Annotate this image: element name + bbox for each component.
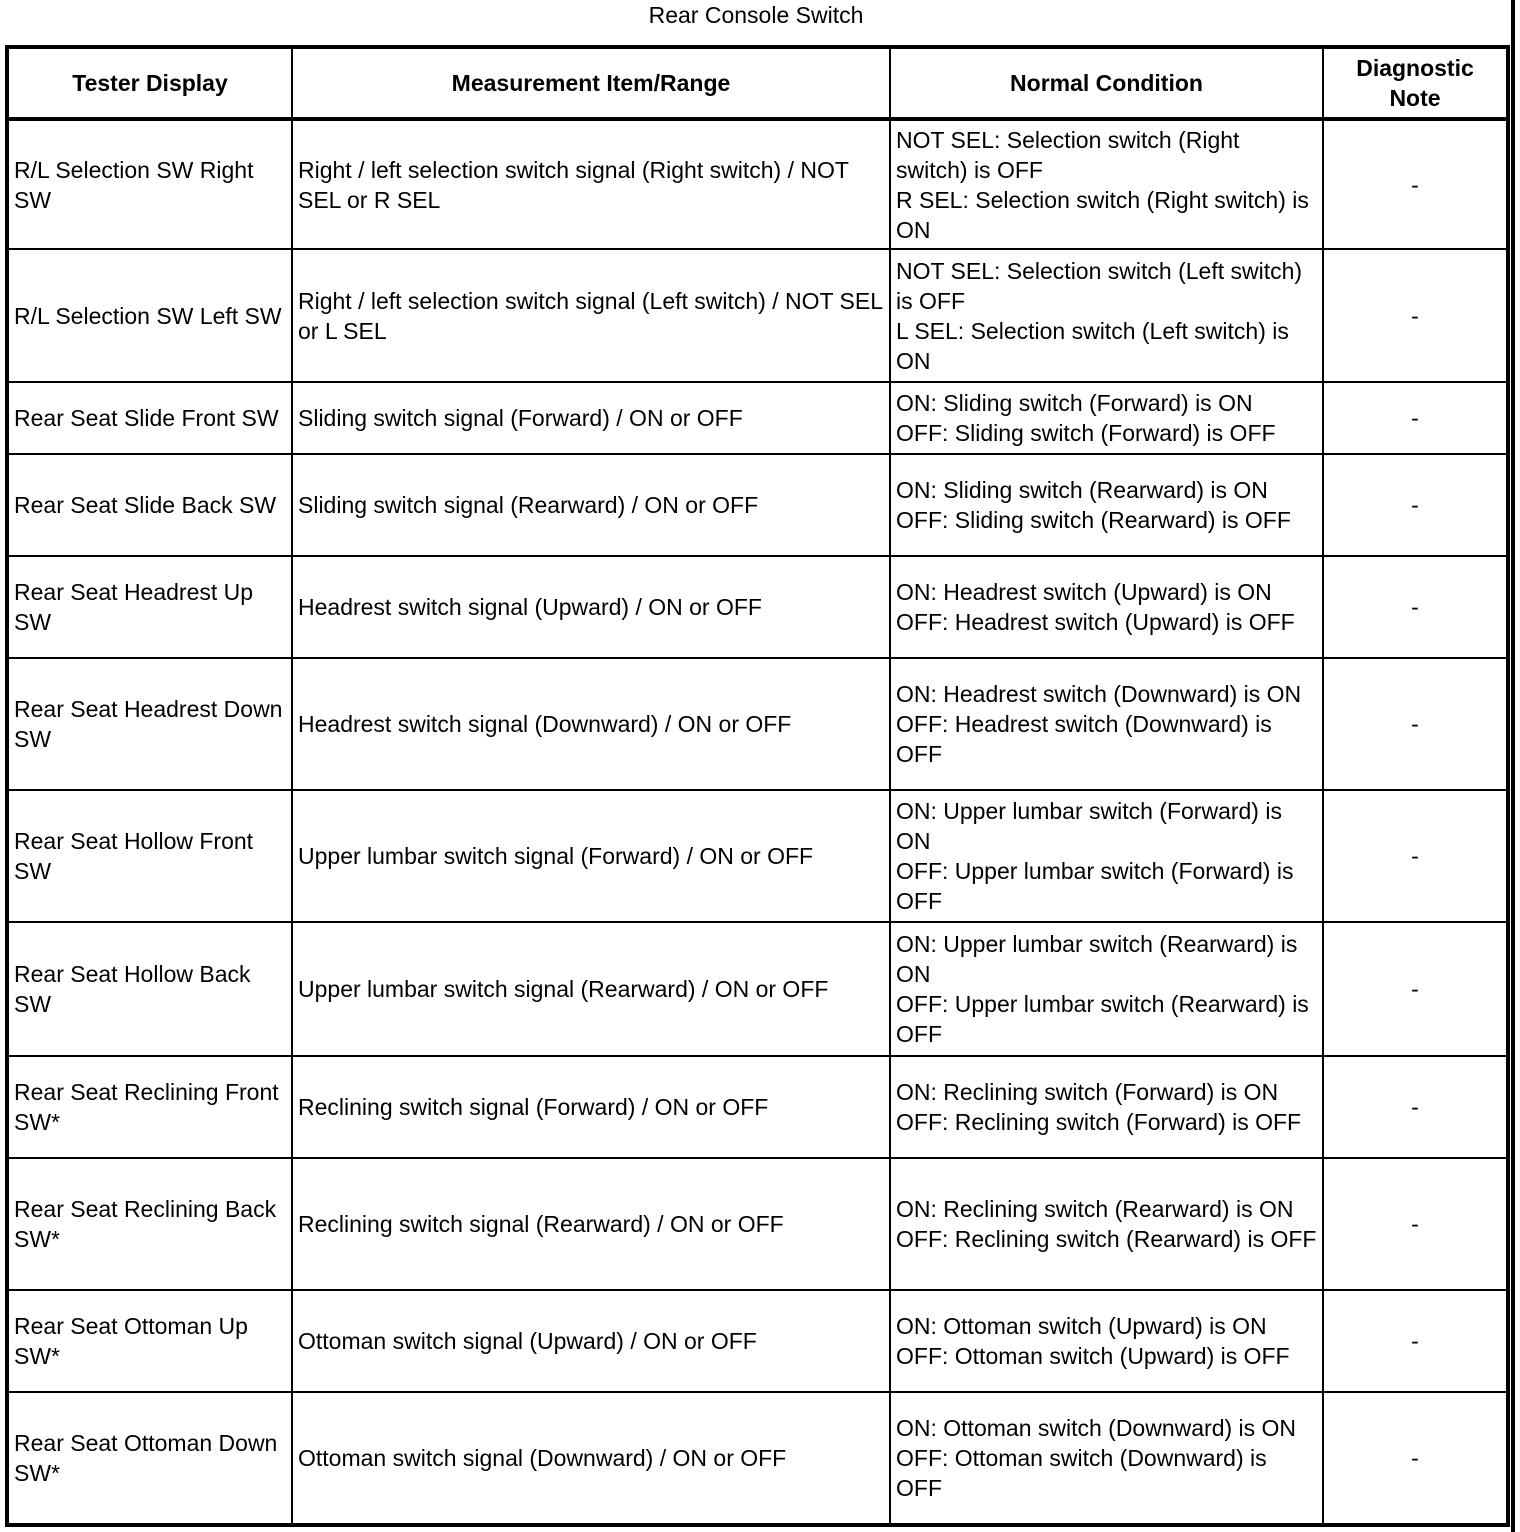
normal-condition-line: ON: Headrest switch (Downward) is ON	[896, 681, 1302, 707]
table-row	[7, 922, 1508, 1056]
table-row	[7, 1158, 1508, 1290]
normal-condition-cell	[890, 790, 1323, 922]
tester-display-cell: Rear Seat Hollow Front SW	[7, 790, 292, 922]
header-normal-condition: Normal Condition	[890, 47, 1323, 119]
tester-display-cell: Rear Seat Slide Front SW	[7, 382, 292, 454]
tester-display-cell: Rear Seat Slide Back SW	[7, 454, 292, 556]
normal-condition-line: OFF: Ottoman switch (Downward) is OFF	[896, 1445, 1267, 1501]
tester-display-cell: Rear Seat Ottoman Up SW*	[7, 1290, 292, 1392]
tester-display-cell: Rear Seat Hollow Back SW	[7, 922, 292, 1056]
measurement-cell: Reclining switch signal (Rearward) / ON or OFF	[292, 1158, 890, 1290]
header-diagnostic-note: Diagnostic Note	[1323, 47, 1508, 119]
table-row	[7, 1392, 1508, 1525]
tester-display-cell: R/L Selection SW Left SW	[7, 249, 292, 382]
normal-condition-cell	[890, 454, 1323, 556]
measurement-cell: Sliding switch signal (Rearward) / ON or OFF	[292, 454, 890, 556]
normal-condition-cell	[890, 922, 1323, 1056]
normal-condition-line: R SEL: Selection switch (Right switch) is ON	[896, 186, 1309, 243]
diagnostic-note-cell: -	[1323, 119, 1508, 249]
normal-condition-line: ON: Sliding switch (Forward) is ON	[896, 390, 1253, 416]
diagnostic-note-cell: -	[1323, 1392, 1508, 1525]
normal-condition-cell	[890, 1392, 1323, 1525]
diagnostic-note-cell: -	[1323, 1290, 1508, 1392]
tester-display-cell: Rear Seat Headrest Down SW	[7, 658, 292, 790]
table-row	[7, 658, 1508, 790]
tester-display-cell: Rear Seat Reclining Front SW*	[7, 1056, 292, 1158]
normal-condition-cell	[890, 119, 1323, 249]
page-edge-rule	[1511, 0, 1515, 1532]
normal-condition-line: ON: Ottoman switch (Downward) is ON	[896, 1415, 1297, 1441]
normal-condition-line: OFF: Headrest switch (Upward) is OFF	[896, 609, 1295, 635]
diagnostic-note-cell: -	[1323, 1056, 1508, 1158]
normal-condition-line: OFF: Upper lumbar switch (Forward) is OFF	[896, 858, 1294, 914]
measurement-cell: Upper lumbar switch signal (Forward) / ON or OFF	[292, 790, 890, 922]
measurement-cell: Right / left selection switch signal (Left switch) / NOT SEL or L SEL	[292, 249, 890, 382]
normal-condition-line: ON: Reclining switch (Rearward) is ON	[896, 1196, 1294, 1222]
tester-display-cell: Rear Seat Headrest Up SW	[7, 556, 292, 658]
table-row	[7, 556, 1508, 658]
normal-condition-line: ON: Upper lumbar switch (Forward) is ON	[896, 798, 1282, 854]
diagnostic-note-cell: -	[1323, 556, 1508, 658]
normal-condition-line: OFF: Reclining switch (Rearward) is OFF	[896, 1226, 1317, 1252]
normal-condition-line: ON: Headrest switch (Upward) is ON	[896, 579, 1272, 605]
normal-condition-cell	[890, 658, 1323, 790]
table-row	[7, 382, 1508, 454]
normal-condition-cell	[890, 1158, 1323, 1290]
normal-condition-cell	[890, 249, 1323, 382]
table-row	[7, 1290, 1508, 1392]
rear-console-switch-table	[5, 45, 1510, 1527]
normal-condition-line: OFF: Ottoman switch (Upward) is OFF	[896, 1343, 1290, 1369]
diagnostic-note-cell: -	[1323, 454, 1508, 556]
header-measurement: Measurement Item/Range	[292, 47, 890, 119]
measurement-cell: Ottoman switch signal (Upward) / ON or OFF	[292, 1290, 890, 1392]
diagnostic-note-cell: -	[1323, 790, 1508, 922]
normal-condition-cell	[890, 1056, 1323, 1158]
normal-condition-line: ON: Reclining switch (Forward) is ON	[896, 1079, 1279, 1105]
diagnostic-note-cell: -	[1323, 922, 1508, 1056]
normal-condition-cell	[890, 1290, 1323, 1392]
normal-condition-line: OFF: Upper lumbar switch (Rearward) is OFF	[896, 991, 1309, 1047]
normal-condition-line: NOT SEL: Selection switch (Left switch) is OFF	[896, 257, 1303, 314]
normal-condition-line: OFF: Reclining switch (Forward) is OFF	[896, 1109, 1302, 1135]
measurement-cell: Upper lumbar switch signal (Rearward) / ON or OFF	[292, 922, 890, 1056]
table-row	[7, 249, 1508, 382]
measurement-cell: Headrest switch signal (Downward) / ON or OFF	[292, 658, 890, 790]
tester-display-cell: Rear Seat Reclining Back SW*	[7, 1158, 292, 1290]
normal-condition-line: ON: Sliding switch (Rearward) is ON	[896, 477, 1268, 503]
header-row	[7, 47, 1508, 119]
table-title: Rear Console Switch	[648, 2, 864, 28]
table-row	[7, 454, 1508, 556]
measurement-cell: Right / left selection switch signal (Right switch) / NOT SEL or R SEL	[292, 119, 890, 249]
normal-condition-line: ON: Upper lumbar switch (Rearward) is ON	[896, 931, 1298, 987]
measurement-cell: Headrest switch signal (Upward) / ON or OFF	[292, 556, 890, 658]
header-tester-display: Tester Display	[7, 47, 292, 119]
tester-display-cell: R/L Selection SW Right SW	[7, 119, 292, 249]
normal-condition-cell	[890, 382, 1323, 454]
normal-condition-line: L SEL: Selection switch (Left switch) is ON	[896, 317, 1289, 374]
measurement-cell: Sliding switch signal (Forward) / ON or OFF	[292, 382, 890, 454]
normal-condition-line: OFF: Sliding switch (Rearward) is OFF	[896, 507, 1291, 533]
tester-display-cell: Rear Seat Ottoman Down SW*	[7, 1392, 292, 1525]
diagnostic-note-cell: -	[1323, 1158, 1508, 1290]
diagnostic-note-cell: -	[1323, 249, 1508, 382]
measurement-cell: Reclining switch signal (Forward) / ON or OFF	[292, 1056, 890, 1158]
diagnostic-note-cell: -	[1323, 382, 1508, 454]
normal-condition-line: OFF: Sliding switch (Forward) is OFF	[896, 420, 1276, 446]
table-body	[7, 119, 1508, 1525]
measurement-cell: Ottoman switch signal (Downward) / ON or OFF	[292, 1392, 890, 1525]
normal-condition-line: NOT SEL: Selection switch (Right switch) is OFF	[896, 126, 1240, 183]
normal-condition-line: ON: Ottoman switch (Upward) is ON	[896, 1313, 1267, 1339]
normal-condition-line: OFF: Headrest switch (Downward) is OFF	[896, 711, 1272, 767]
table-row	[7, 790, 1508, 922]
diagnostic-note-cell: -	[1323, 658, 1508, 790]
table-row	[7, 119, 1508, 249]
table-row	[7, 1056, 1508, 1158]
normal-condition-cell	[890, 556, 1323, 658]
